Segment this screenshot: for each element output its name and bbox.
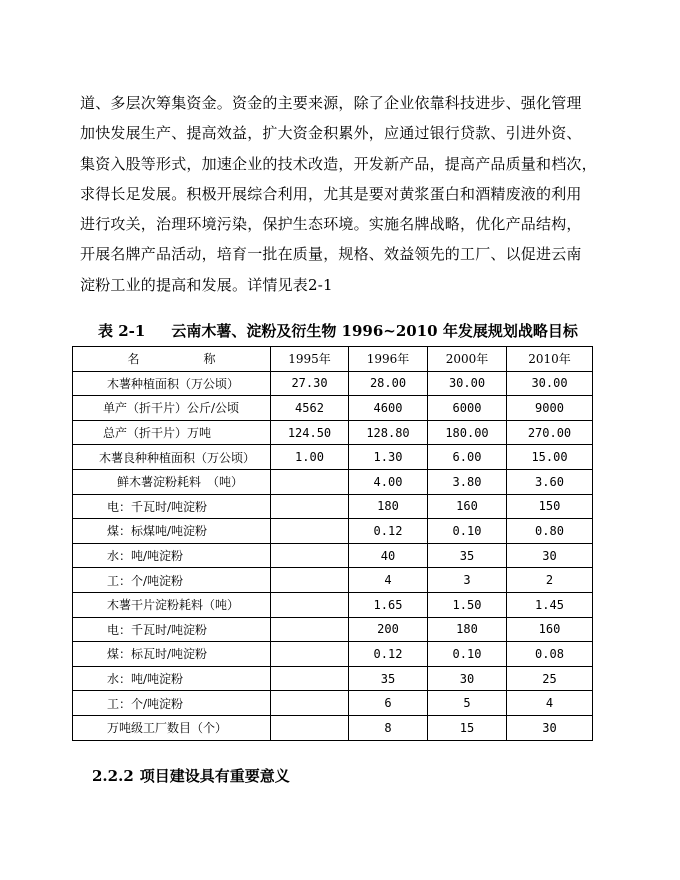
value-cell: 3.60 [507, 469, 593, 494]
value-cell: 0.10 [428, 519, 507, 544]
name-column-header: 名 称 [73, 347, 271, 372]
value-cell: 30 [507, 715, 593, 740]
row-name-cell: 煤：标瓦时/吨淀粉 [73, 642, 271, 667]
value-cell: 15 [428, 715, 507, 740]
table-caption-number: 表 2-1 [98, 322, 146, 340]
value-cell: 35 [428, 543, 507, 568]
value-cell: 270.00 [507, 420, 593, 445]
value-cell [271, 642, 349, 667]
value-cell [271, 666, 349, 691]
year-column-header: 2000年 [428, 347, 507, 372]
value-cell: 4.00 [349, 469, 428, 494]
value-cell: 124.50 [271, 420, 349, 445]
value-cell: 180.00 [428, 420, 507, 445]
value-cell [271, 592, 349, 617]
row-name-cell: 电：千瓦时/吨淀粉 [73, 494, 271, 519]
table-row [73, 420, 593, 445]
paragraph-line: 进行攻关，治理环境污染，保护生态环境。实施名牌战略，优化产品结构， [80, 215, 582, 234]
row-name-cell: 水：吨/吨淀粉 [73, 666, 271, 691]
value-cell: 2 [507, 568, 593, 593]
row-name-cell: 万吨级工厂数目（个） [73, 715, 271, 740]
plan-targets-table [72, 346, 593, 741]
value-cell: 27.30 [271, 371, 349, 396]
paragraph-line: 道、多层次筹集资金。资金的主要来源，除了企业依靠科技进步、强化管理 [80, 94, 582, 112]
table-row [73, 543, 593, 568]
value-cell: 8 [349, 715, 428, 740]
body-paragraph [80, 88, 610, 300]
value-cell: 30 [428, 666, 507, 691]
value-cell: 15.00 [507, 445, 593, 470]
value-cell [271, 691, 349, 716]
section-number: 2.2.2 [92, 767, 134, 785]
value-cell: 25 [507, 666, 593, 691]
paragraph-line: 集资入股等形式，加速企业的技术改造，开发新产品，提高产品质量和档次， [80, 154, 597, 173]
value-cell: 40 [349, 543, 428, 568]
value-cell [271, 519, 349, 544]
value-cell: 1.65 [349, 592, 428, 617]
value-cell: 0.80 [507, 519, 593, 544]
section-heading [92, 765, 290, 786]
year-column-header: 1995年 [271, 347, 349, 372]
table-row [73, 396, 593, 421]
table-row [73, 592, 593, 617]
value-cell: 28.00 [349, 371, 428, 396]
value-cell: 180 [349, 494, 428, 519]
table-row [73, 494, 593, 519]
row-name-cell: 工：个/吨淀粉 [73, 568, 271, 593]
value-cell: 1.00 [271, 445, 349, 470]
row-name-cell: 木薯种植面积（万公顷） [73, 371, 271, 396]
value-cell: 30.00 [428, 371, 507, 396]
table-header-row [73, 347, 593, 372]
value-cell: 3.80 [428, 469, 507, 494]
value-cell: 4 [349, 568, 428, 593]
value-cell: 128.80 [349, 420, 428, 445]
table-row [73, 519, 593, 544]
paragraph-line: 加快发展生产、提高效益，扩大资金积累外，应通过银行贷款、引进外资、 [80, 124, 582, 143]
value-cell: 4 [507, 691, 593, 716]
value-cell [271, 568, 349, 593]
value-cell: 6 [349, 691, 428, 716]
table-row [73, 691, 593, 716]
value-cell: 150 [507, 494, 593, 519]
value-cell: 1.50 [428, 592, 507, 617]
value-cell: 6000 [428, 396, 507, 421]
value-cell [271, 543, 349, 568]
table-row [73, 469, 593, 494]
value-cell: 1.45 [507, 592, 593, 617]
value-cell [271, 617, 349, 642]
table-caption-title: 云南木薯、淀粉及衍生物 1996~2010 年发展规划战略目标 [171, 322, 578, 340]
value-cell [271, 715, 349, 740]
row-name-cell: 鲜木薯淀粉耗料 （吨） [73, 469, 271, 494]
year-column-header: 2010年 [507, 347, 593, 372]
row-name-cell: 木薯干片淀粉耗料（吨） [73, 592, 271, 617]
value-cell: 160 [507, 617, 593, 642]
value-cell: 4600 [349, 396, 428, 421]
row-name-cell: 单产（折干片）公斤/公顷 [73, 396, 271, 421]
value-cell: 200 [349, 617, 428, 642]
value-cell [271, 469, 349, 494]
table-row [73, 666, 593, 691]
value-cell: 1.30 [349, 445, 428, 470]
value-cell: 0.12 [349, 642, 428, 667]
table-row [73, 568, 593, 593]
value-cell: 6.00 [428, 445, 507, 470]
value-cell: 0.12 [349, 519, 428, 544]
table-row [73, 371, 593, 396]
table-row [73, 445, 593, 470]
table-row [73, 617, 593, 642]
row-name-cell: 电：千瓦时/吨淀粉 [73, 617, 271, 642]
section-title: 项目建设具有重要意义 [139, 767, 290, 785]
value-cell: 9000 [507, 396, 593, 421]
value-cell: 3 [428, 568, 507, 593]
paragraph-line: 求得长足发展。积极开展综合利用，尤其是要对黄浆蛋白和酒精废液的利用 [80, 184, 582, 203]
value-cell: 30 [507, 543, 593, 568]
value-cell: 4562 [271, 396, 349, 421]
paragraph-line: 开展名牌产品活动，培育一批在质量，规格、效益领先的工厂、以促进云南 [80, 245, 582, 264]
year-column-header: 1996年 [349, 347, 428, 372]
row-name-cell: 煤：标煤吨/吨淀粉 [73, 519, 271, 544]
table-caption [98, 320, 578, 341]
table-row [73, 715, 593, 740]
value-cell: 180 [428, 617, 507, 642]
row-name-cell: 工：个/吨淀粉 [73, 691, 271, 716]
value-cell: 30.00 [507, 371, 593, 396]
value-cell [271, 494, 349, 519]
row-name-cell: 总产（折干片）万吨 [73, 420, 271, 445]
value-cell: 160 [428, 494, 507, 519]
row-name-cell: 木薯良种种植面积（万公顷） [73, 445, 271, 470]
table-row [73, 642, 593, 667]
value-cell: 0.08 [507, 642, 593, 667]
value-cell: 5 [428, 691, 507, 716]
paragraph-line: 淀粉工业的提高和发展。详情见表2-1 [80, 275, 333, 294]
value-cell: 35 [349, 666, 428, 691]
row-name-cell: 水：吨/吨淀粉 [73, 543, 271, 568]
value-cell: 0.10 [428, 642, 507, 667]
